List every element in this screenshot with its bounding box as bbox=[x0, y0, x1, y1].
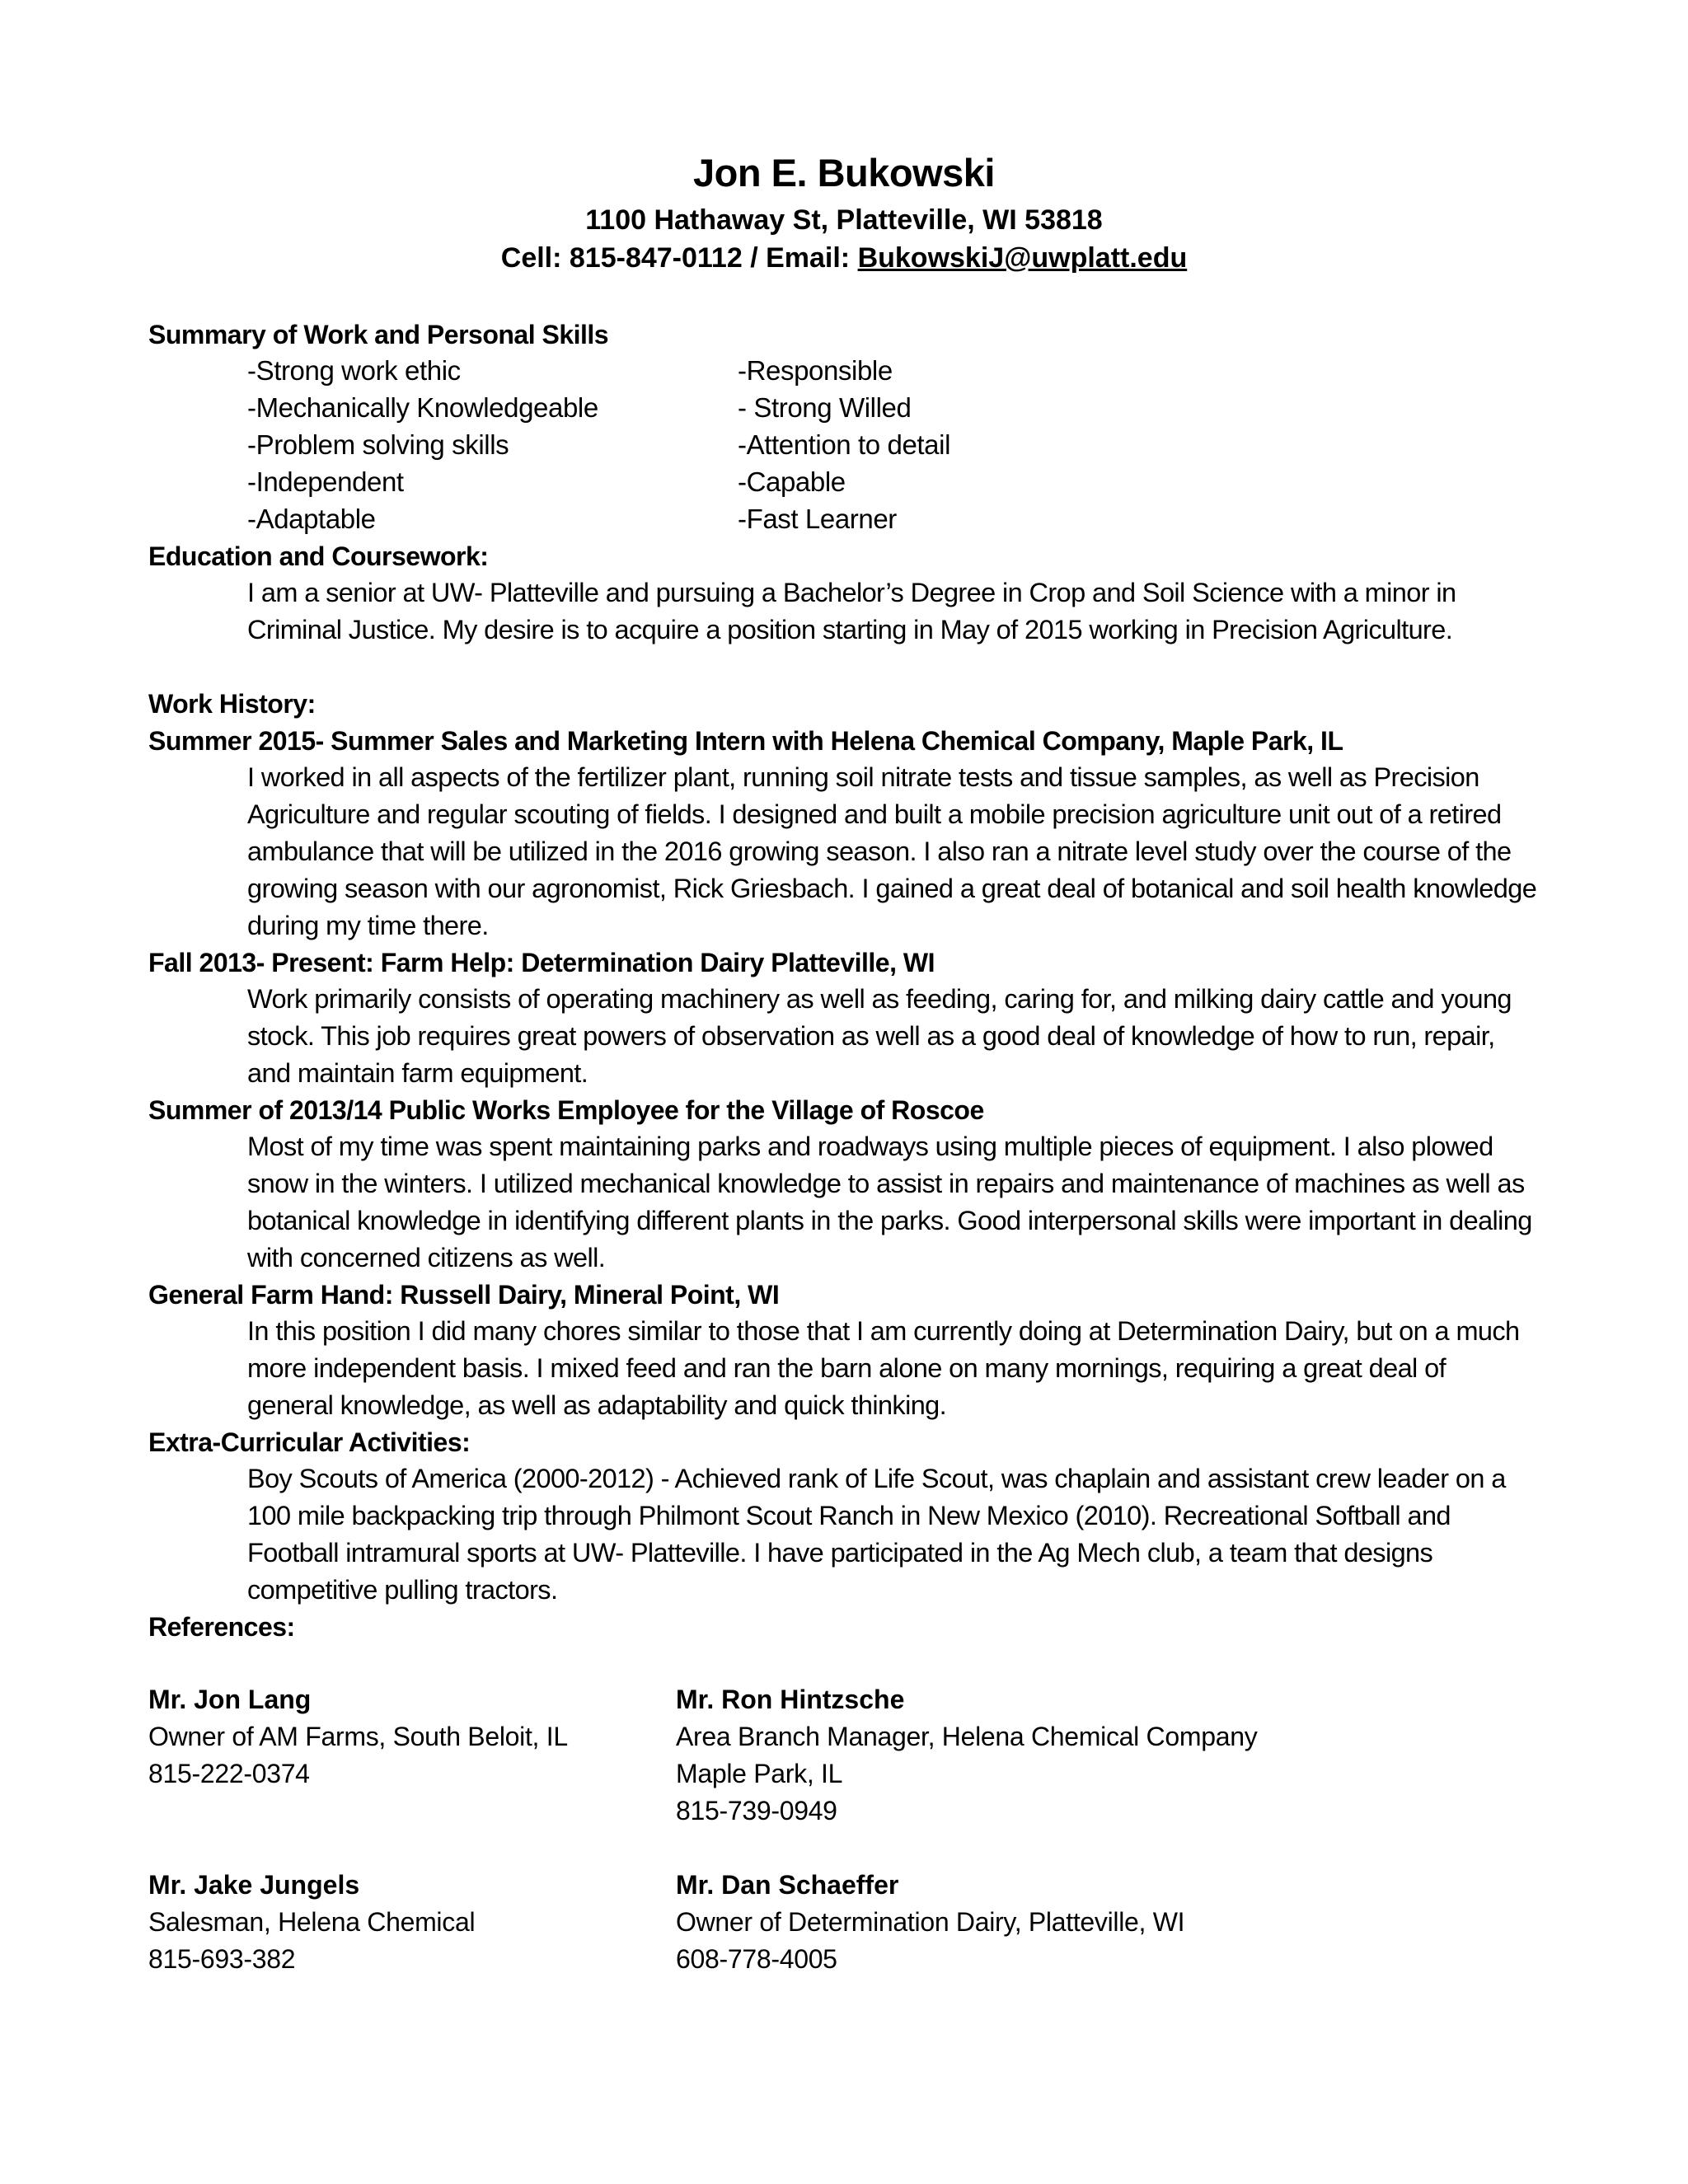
reference-detail: Owner of AM Farms, South Beloit, IL bbox=[148, 1722, 568, 1751]
reference-name: Mr. Ron Hintzsche bbox=[676, 1685, 905, 1714]
skill-item: -Mechanically Knowledgeable bbox=[247, 392, 598, 423]
education-text: I am a senior at UW- Platteville and pursuing a Bachelor’s Degree in Crop and Soil Science with a minor in Criminal Justice. My desire is to acquire a position starting in May of 2015 working in Precision Agriculture. bbox=[247, 578, 1456, 644]
job-title: Fall 2013- Present: Farm Help: Determination Dairy Platteville, WI bbox=[148, 948, 935, 977]
reference-name: Mr. Dan Schaeffer bbox=[676, 1870, 899, 1900]
resume-contact bbox=[0, 242, 1688, 274]
skills-heading: Summary of Work and Personal Skills bbox=[148, 320, 609, 349]
job-description: Most of my time was spent maintaining parks and roadways using multiple pieces of equipment. I also plowed snow in the winters. I utilized mechanical knowledge to assist in repairs and maintenance of machines as well as botanical knowledge in identifying different plants in the parks. Good interpersonal skills were important in dealing with concerned citizens as well. bbox=[247, 1132, 1532, 1272]
skill-item: -Capable bbox=[738, 466, 846, 497]
references-heading: References: bbox=[148, 1612, 295, 1642]
skill-item: -Adaptable bbox=[247, 504, 376, 534]
skill-item: -Responsible bbox=[738, 355, 893, 386]
reference-detail: Area Branch Manager, Helena Chemical Company bbox=[676, 1722, 1258, 1751]
job-description: In this position I did many chores similar to those that I am currently doing at Determination Dairy, but on a much more independent basis. I mixed feed and ran the barn alone on many mornings, requiring a great deal of general knowledge, as well as adaptability and quick thinking. bbox=[247, 1316, 1520, 1420]
skill-item: -Problem solving skills bbox=[247, 429, 509, 460]
contact-prefix: Cell: 815-847-0112 / Email: bbox=[500, 242, 858, 274]
job-description: I worked in all aspects of the fertilizer plant, running soil nitrate tests and tissue samples, as well as Precision Agriculture and regular scouting of fields. I designed and built a mobile precision agriculture unit out of a retired ambulance that will be utilized in the 2016 growing season. I also ran a nitrate level study over the course of the growing season with our agronomist, Rick Griesbach. I gained a great deal of botanical and soil health knowledge during my time there. bbox=[247, 762, 1537, 940]
skill-item: - Strong Willed bbox=[738, 392, 912, 423]
reference-name: Mr. Jon Lang bbox=[148, 1685, 312, 1714]
skill-item: -Fast Learner bbox=[738, 504, 897, 534]
education-heading: Education and Coursework: bbox=[148, 541, 489, 571]
reference-phone: 815-222-0374 bbox=[148, 1759, 310, 1788]
reference-detail: Salesman, Helena Chemical bbox=[148, 1907, 476, 1937]
reference-phone: 815-739-0949 bbox=[676, 1796, 837, 1825]
skill-item: -Strong work ethic bbox=[247, 355, 461, 386]
resume-name: Jon E. Bukowski bbox=[693, 151, 995, 194]
reference-phone: 608-778-4005 bbox=[676, 1944, 837, 1974]
reference-detail: Maple Park, IL bbox=[676, 1759, 843, 1788]
email-link[interactable]: BukowskiJ@uwplatt.edu bbox=[857, 242, 1188, 274]
job-title: Summer 2015- Summer Sales and Marketing Intern with Helena Chemical Company, Maple Park, IL bbox=[148, 726, 1343, 756]
reference-detail: Owner of Determination Dairy, Platteville, WI bbox=[676, 1907, 1185, 1937]
reference-phone: 815-693-382 bbox=[148, 1944, 296, 1974]
resume-address: 1100 Hathaway St, Platteville, WI 53818 bbox=[585, 204, 1103, 236]
reference-name: Mr. Jake Jungels bbox=[148, 1870, 360, 1900]
job-title: Summer of 2013/14 Public Works Employee for the Village of Roscoe bbox=[148, 1095, 984, 1125]
extracurricular-text: Boy Scouts of America (2000-2012) - Achieved rank of Life Scout, was chaplain and assistant crew leader on a 100 mile backpacking trip through Philmont Scout Ranch in New Mexico (2010). Recreational Softball and Football intramural sports at UW- Platteville. I have participated in the Ag Mech club, a team that designs competitive pulling tractors. bbox=[247, 1464, 1506, 1605]
job-title: General Farm Hand: Russell Dairy, Mineral Point, WI bbox=[148, 1280, 780, 1310]
skill-item: -Attention to detail bbox=[738, 429, 950, 460]
job-description: Work primarily consists of operating machinery as well as feeding, caring for, and milking dairy cattle and young stock. This job requires great powers of observation as well as a good deal of knowledge of how to run, repair, and maintain farm equipment. bbox=[247, 984, 1512, 1088]
work-history-heading: Work History: bbox=[148, 689, 316, 719]
extracurricular-heading: Extra-Curricular Activities: bbox=[148, 1427, 471, 1457]
skill-item: -Independent bbox=[247, 466, 404, 497]
